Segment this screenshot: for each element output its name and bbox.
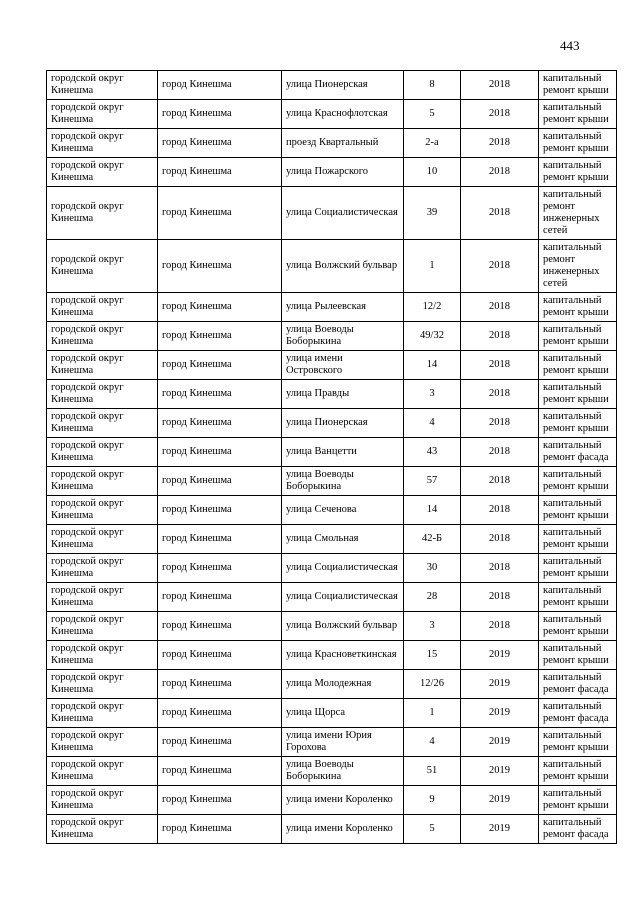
cell-house-number: 15 [404,641,461,670]
cell-street: улица Сеченова [282,496,404,525]
cell-street: улица Волжский бульвар [282,240,404,293]
table-row [47,129,617,158]
cell-work-type: капитальный ремонт крыши [539,409,617,438]
cell-house-number: 14 [404,351,461,380]
table-row [47,240,617,293]
cell-year: 2018 [461,129,539,158]
cell-municipality: городской округ Кинешма [47,158,158,187]
cell-house-number: 14 [404,496,461,525]
cell-municipality: городской округ Кинешма [47,612,158,641]
page-number: 443 [560,38,580,53]
cell-house-number: 12/2 [404,293,461,322]
cell-settlement: город Кинешма [158,380,282,409]
cell-street: улица имени Короленко [282,815,404,844]
cell-street: улица имени Островского [282,351,404,380]
table-row [47,612,617,641]
cell-year: 2019 [461,670,539,699]
cell-street: улица Волжский бульвар [282,612,404,641]
cell-settlement: город Кинешма [158,641,282,670]
cell-year: 2018 [461,525,539,554]
cell-municipality: городской округ Кинешма [47,187,158,240]
cell-house-number: 42-Б [404,525,461,554]
cell-year: 2018 [461,293,539,322]
cell-settlement: город Кинешма [158,322,282,351]
cell-street: улица Пионерская [282,71,404,100]
cell-work-type: капитальный ремонт крыши [539,380,617,409]
cell-year: 2019 [461,699,539,728]
cell-house-number: 3 [404,380,461,409]
table-row [47,351,617,380]
cell-street: улица Смольная [282,525,404,554]
table-row [47,641,617,670]
table-row [47,322,617,351]
cell-street: улица Социалистическая [282,554,404,583]
cell-settlement: город Кинешма [158,100,282,129]
cell-work-type: капитальный ремонт крыши [539,612,617,641]
cell-work-type: капитальный ремонт крыши [539,525,617,554]
cell-house-number: 12/26 [404,670,461,699]
cell-settlement: город Кинешма [158,409,282,438]
table-row [47,467,617,496]
table-row [47,728,617,757]
cell-work-type: капитальный ремонт крыши [539,757,617,786]
table-row [47,438,617,467]
cell-work-type: капитальный ремонт крыши [539,158,617,187]
cell-house-number: 49/32 [404,322,461,351]
table-body [47,71,617,844]
cell-year: 2018 [461,496,539,525]
cell-work-type: капитальный ремонт крыши [539,129,617,158]
cell-street: улица имени Короленко [282,786,404,815]
cell-year: 2019 [461,757,539,786]
table-row [47,71,617,100]
cell-settlement: город Кинешма [158,757,282,786]
cell-house-number: 3 [404,612,461,641]
cell-work-type: капитальный ремонт инженерных сетей [539,240,617,293]
cell-settlement: город Кинешма [158,293,282,322]
cell-municipality: городской округ Кинешма [47,815,158,844]
cell-house-number: 10 [404,158,461,187]
cell-year: 2018 [461,240,539,293]
cell-work-type: капитальный ремонт крыши [539,71,617,100]
cell-settlement: город Кинешма [158,583,282,612]
cell-house-number: 5 [404,815,461,844]
cell-municipality: городской округ Кинешма [47,757,158,786]
cell-work-type: капитальный ремонт крыши [539,100,617,129]
table-row [47,583,617,612]
cell-municipality: городской округ Кинешма [47,100,158,129]
table-row [47,554,617,583]
table-row [47,380,617,409]
cell-house-number: 43 [404,438,461,467]
cell-settlement: город Кинешма [158,525,282,554]
cell-settlement: город Кинешма [158,670,282,699]
cell-municipality: городской округ Кинешма [47,554,158,583]
cell-house-number: 30 [404,554,461,583]
cell-municipality: городской округ Кинешма [47,351,158,380]
cell-street: улица имени Юрия Горохова [282,728,404,757]
cell-settlement: город Кинешма [158,351,282,380]
cell-municipality: городской округ Кинешма [47,380,158,409]
cell-street: улица Воеводы Боборыкина [282,322,404,351]
cell-settlement: город Кинешма [158,71,282,100]
cell-house-number: 39 [404,187,461,240]
cell-house-number: 51 [404,757,461,786]
table-row [47,670,617,699]
cell-municipality: городской округ Кинешма [47,786,158,815]
cell-street: улица Воеводы Боборыкина [282,467,404,496]
cell-year: 2018 [461,100,539,129]
cell-settlement: город Кинешма [158,158,282,187]
cell-settlement: город Кинешма [158,554,282,583]
table-row [47,699,617,728]
repair-schedule-table [46,70,617,844]
cell-work-type: капитальный ремонт крыши [539,322,617,351]
cell-year: 2018 [461,158,539,187]
cell-municipality: городской округ Кинешма [47,525,158,554]
cell-house-number: 9 [404,786,461,815]
cell-street: улица Ванцетти [282,438,404,467]
cell-street: улица Красноветкинская [282,641,404,670]
cell-year: 2019 [461,641,539,670]
cell-settlement: город Кинешма [158,699,282,728]
cell-house-number: 28 [404,583,461,612]
cell-work-type: капитальный ремонт фасада [539,699,617,728]
cell-settlement: город Кинешма [158,438,282,467]
cell-municipality: городской округ Кинешма [47,699,158,728]
cell-municipality: городской округ Кинешма [47,71,158,100]
cell-work-type: капитальный ремонт крыши [539,786,617,815]
table-row [47,496,617,525]
cell-street: улица Краснофлотская [282,100,404,129]
cell-street: улица Правды [282,380,404,409]
cell-settlement: город Кинешма [158,496,282,525]
cell-year: 2019 [461,728,539,757]
cell-year: 2018 [461,438,539,467]
cell-municipality: городской округ Кинешма [47,467,158,496]
cell-year: 2018 [461,467,539,496]
cell-house-number: 8 [404,71,461,100]
cell-settlement: город Кинешма [158,815,282,844]
cell-work-type: капитальный ремонт фасада [539,438,617,467]
cell-house-number: 2-а [404,129,461,158]
cell-municipality: городской округ Кинешма [47,293,158,322]
cell-work-type: капитальный ремонт крыши [539,496,617,525]
cell-settlement: город Кинешма [158,612,282,641]
cell-street: улица Рылеевская [282,293,404,322]
cell-work-type: капитальный ремонт крыши [539,467,617,496]
cell-house-number: 1 [404,699,461,728]
table-row [47,815,617,844]
cell-street: проезд Квартальный [282,129,404,158]
cell-municipality: городской округ Кинешма [47,240,158,293]
cell-year: 2018 [461,583,539,612]
cell-street: улица Социалистическая [282,187,404,240]
cell-work-type: капитальный ремонт крыши [539,728,617,757]
cell-work-type: капитальный ремонт крыши [539,641,617,670]
cell-street: улица Щорса [282,699,404,728]
cell-settlement: город Кинешма [158,187,282,240]
cell-work-type: капитальный ремонт инженерных сетей [539,187,617,240]
cell-municipality: городской округ Кинешма [47,409,158,438]
cell-work-type: капитальный ремонт крыши [539,554,617,583]
cell-settlement: город Кинешма [158,786,282,815]
cell-year: 2018 [461,409,539,438]
cell-municipality: городской округ Кинешма [47,583,158,612]
cell-house-number: 5 [404,100,461,129]
cell-house-number: 4 [404,409,461,438]
table-row [47,786,617,815]
cell-year: 2018 [461,322,539,351]
cell-work-type: капитальный ремонт крыши [539,583,617,612]
cell-street: улица Пионерская [282,409,404,438]
cell-house-number: 1 [404,240,461,293]
cell-work-type: капитальный ремонт крыши [539,351,617,380]
cell-street: улица Социалистическая [282,583,404,612]
cell-settlement: город Кинешма [158,728,282,757]
cell-municipality: городской округ Кинешма [47,641,158,670]
table-row [47,757,617,786]
cell-municipality: городской округ Кинешма [47,438,158,467]
cell-work-type: капитальный ремонт фасада [539,815,617,844]
table-row [47,100,617,129]
cell-municipality: городской округ Кинешма [47,322,158,351]
cell-year: 2018 [461,554,539,583]
cell-municipality: городской округ Кинешма [47,496,158,525]
cell-year: 2019 [461,815,539,844]
cell-settlement: город Кинешма [158,467,282,496]
table-row [47,158,617,187]
cell-settlement: город Кинешма [158,129,282,158]
cell-year: 2018 [461,380,539,409]
cell-municipality: городской округ Кинешма [47,670,158,699]
cell-street: улица Молодежная [282,670,404,699]
cell-year: 2018 [461,612,539,641]
table-row [47,293,617,322]
cell-settlement: город Кинешма [158,240,282,293]
cell-year: 2018 [461,187,539,240]
cell-street: улица Воеводы Боборыкина [282,757,404,786]
cell-year: 2019 [461,786,539,815]
cell-work-type: капитальный ремонт крыши [539,293,617,322]
cell-municipality: городской округ Кинешма [47,728,158,757]
cell-municipality: городской округ Кинешма [47,129,158,158]
table-row [47,525,617,554]
cell-year: 2018 [461,351,539,380]
cell-work-type: капитальный ремонт фасада [539,670,617,699]
cell-house-number: 4 [404,728,461,757]
cell-street: улица Пожарского [282,158,404,187]
table-row [47,187,617,240]
table-row [47,409,617,438]
cell-year: 2018 [461,71,539,100]
cell-house-number: 57 [404,467,461,496]
